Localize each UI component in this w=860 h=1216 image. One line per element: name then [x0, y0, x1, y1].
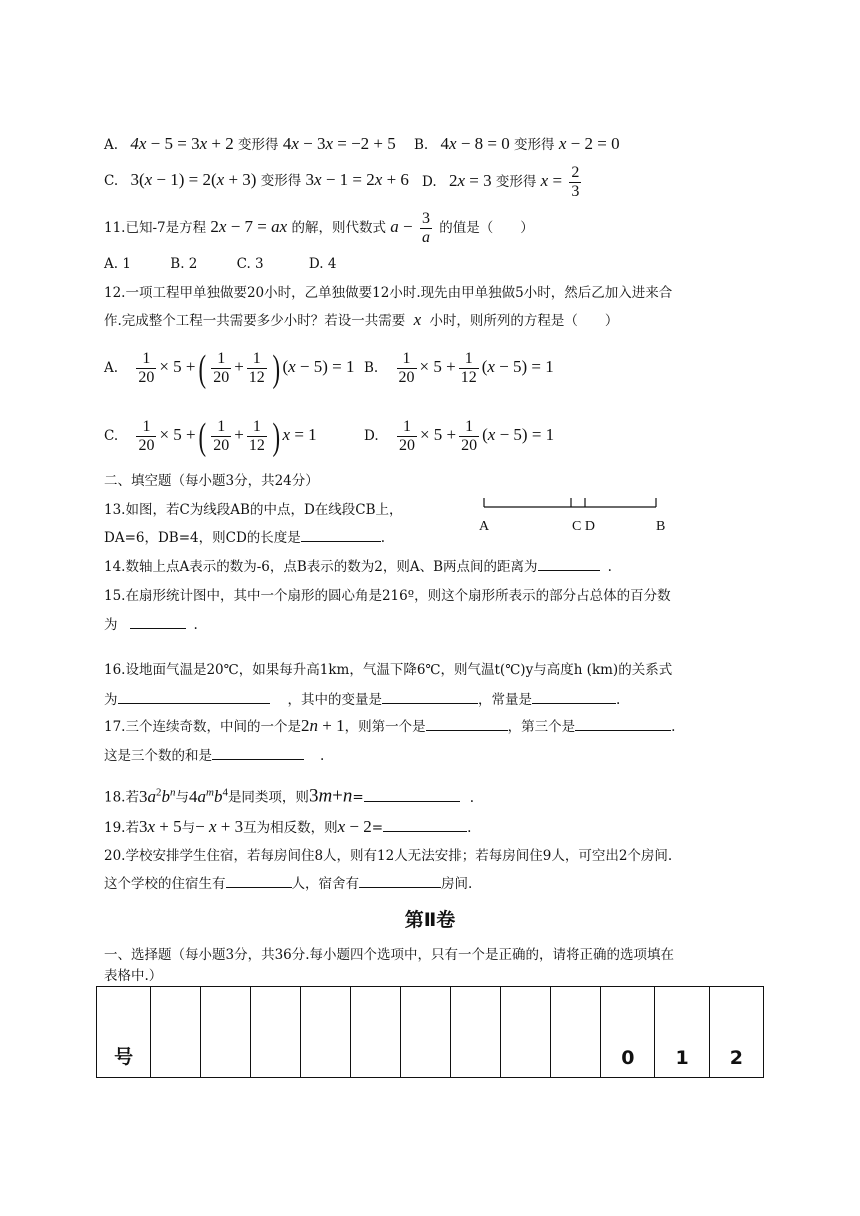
point-label-cd: C D — [572, 519, 595, 534]
q12-line1: 12.一项工程甲单独做要20小时，乙单独做要12小时.现先由甲单独做5小时，然后乙加入进来合 — [104, 285, 673, 301]
fraction: $\frac{1}{20}$ — [213, 418, 230, 454]
q19-text: = — [371, 820, 384, 836]
q17-end: . — [671, 719, 676, 735]
q12-text: 作.完成整个工程一共需要多少小时？若设一共需要 — [104, 313, 406, 329]
option-label: D. — [422, 174, 437, 190]
section-header: 二、填空题（每小题3分，共24分） — [104, 473, 319, 489]
answer-blank[interactable] — [301, 527, 381, 542]
q10-option-a — [104, 134, 396, 155]
equation: 4x − 8 = 0 — [440, 134, 510, 153]
q17-text: ，第三个是 — [507, 719, 576, 735]
expression: $3a^2b^n$ — [138, 786, 176, 806]
q10-option-c — [104, 170, 409, 191]
q15-end: . — [193, 617, 198, 633]
q17-text: ，则第一个是 — [344, 719, 426, 735]
point-label-a: A — [479, 519, 490, 534]
answer-blank[interactable] — [118, 689, 270, 704]
q12-option-c: C. $\frac{1}{20}$ × 5 +( $\frac{1}{20}$ + $\frac{1}{12}$ ) x = 1 — [104, 415, 317, 458]
fraction: $\frac{1}{20}$ — [398, 350, 415, 386]
equation: 2x = 3 — [448, 171, 492, 190]
q15-line1: 15.在扇形统计图中，其中一个扇形的圆心角是216º，则这个扇形所表示的部分占总体的百分数 — [104, 588, 671, 604]
q11-suffix: 的值是（ ） — [439, 220, 534, 236]
q20-line1: 20.学校安排学生住宿，若每房间住8人，则有12人无法安排；若每房间住9人，可空出2个房间. — [104, 848, 673, 864]
table-cell: 号 — [97, 987, 151, 1078]
q15-line2 — [104, 614, 198, 635]
expression: a — [390, 217, 399, 236]
option-text: 变形得 — [495, 174, 537, 190]
fraction: $\frac{1}{12}$ — [248, 350, 265, 386]
option-label: B. — [364, 360, 379, 376]
q13-line1: 13.如图，若C为线段AB的中点，D在线段CB上， — [104, 502, 403, 518]
table-cell[interactable] — [401, 987, 451, 1078]
q17-line1 — [104, 716, 675, 737]
equation: 2x − 7 = ax — [210, 217, 288, 236]
answer-blank[interactable] — [426, 716, 508, 731]
q16-text: 为 — [104, 692, 118, 708]
q17-text: 这是三个数的和是 — [104, 748, 212, 764]
equation: 4x − 3x = −2 + 5 — [282, 134, 396, 153]
q12-line2 — [104, 310, 618, 331]
q18-text: 是同类项，则 — [227, 789, 309, 806]
q17-end: . — [320, 748, 325, 764]
q20-text: 房间. — [441, 876, 473, 892]
answer-blank[interactable] — [364, 787, 460, 802]
q20-line2 — [104, 873, 472, 894]
q16-line1: 16.设地面气温是20℃，如果每升高1km，气温下降6℃，则气温t(℃)y与高度h (km)的关系式 — [104, 662, 673, 678]
q14-end: . — [607, 559, 612, 575]
option-label: D. — [364, 428, 379, 444]
q12-option-b: B. $\frac{1}{20}$ × 5 + $\frac{1}{12}$ (x − 5) = 1 — [364, 350, 554, 386]
q19-text: 互为相反数，则 — [243, 820, 338, 836]
fraction: $\frac{1}{20}$ — [398, 418, 415, 454]
q15-text: 为 — [104, 617, 118, 633]
q19-text: 与 — [181, 820, 196, 836]
table-cell[interactable] — [551, 987, 601, 1078]
fraction: $\frac{1}{20}$ — [138, 350, 155, 386]
q18-text: 与 — [175, 789, 189, 806]
equation: 3x − 1 = 2x + 6 — [305, 170, 409, 189]
question-14 — [104, 556, 612, 577]
fraction: $\frac{1}{12}$ — [460, 350, 477, 386]
table-cell[interactable] — [251, 987, 301, 1078]
fraction: $\frac{1}{20}$ — [213, 350, 230, 386]
q18-end: . — [469, 789, 474, 806]
q16-line2 — [104, 689, 620, 710]
option-label: A. — [104, 360, 119, 376]
q10-option-b — [414, 134, 620, 155]
q13-end: . — [380, 530, 386, 546]
option-text: 变形得 — [514, 137, 555, 153]
q14-text: 14.数轴上点A表示的数为-6，点B表示的数为2，则A、B两点间的距离为 — [104, 559, 538, 575]
option-label: B. — [414, 137, 429, 153]
question-19 — [104, 817, 471, 838]
q17-text: 17.三个连续奇数，中间的一个是 — [104, 719, 301, 735]
q12-text: 小时，则所列的方程是（ ） — [429, 313, 619, 329]
line-segment-figure — [478, 493, 664, 515]
fraction: $\frac{1}{20}$ — [138, 418, 155, 454]
expression: − x + 3 — [195, 817, 244, 836]
equation: x — [540, 171, 549, 190]
part2-section-line2: 表格中.） — [104, 968, 163, 984]
table-cell[interactable]: 2 — [709, 987, 763, 1078]
option-label: A. — [104, 137, 119, 153]
variable: x — [413, 310, 422, 329]
table-cell[interactable] — [451, 987, 501, 1078]
answer-blank[interactable] — [538, 556, 600, 571]
equation: x − 2 = 0 — [558, 134, 620, 153]
answer-blank[interactable] — [359, 873, 441, 888]
answer-blank[interactable] — [532, 689, 616, 704]
question-11: 11.已知-7是方程 2x − 7 = ax 的解，则代数式 a − $\frac{3}{a}$ 的值是（ ） — [104, 210, 534, 246]
table-cell[interactable] — [201, 987, 251, 1078]
table-cell[interactable] — [301, 987, 351, 1078]
q16-text: ，常量是 — [478, 692, 532, 708]
q19-end: . — [467, 820, 472, 836]
q11-option-b: B. 2 — [170, 256, 198, 272]
question-18 — [104, 782, 474, 808]
q13-line2 — [104, 527, 385, 548]
q18-text: = — [352, 789, 364, 806]
answer-blank[interactable] — [226, 873, 292, 888]
table-cell[interactable] — [351, 987, 401, 1078]
table-row — [97, 987, 764, 1078]
table-cell[interactable]: 0 — [601, 987, 655, 1078]
q19-text: 19.若 — [104, 820, 139, 836]
fraction: $\frac{1}{20}$ — [461, 418, 478, 454]
q16-end: . — [616, 692, 621, 708]
q10-option-d: D. 2x = 3 变形得 x = $\frac{2}{3}$ — [422, 164, 580, 200]
answer-blank[interactable] — [212, 745, 304, 760]
q20-text: 人，宿舍有 — [291, 876, 359, 892]
table-cell[interactable] — [501, 987, 551, 1078]
q17-line2 — [104, 745, 324, 766]
table-cell[interactable]: 1 — [655, 987, 709, 1078]
q11-mid: 的解，则代数式 — [291, 220, 386, 236]
option-label: C. — [104, 428, 119, 444]
part2-section-line1: 一、选择题（每小题3分，共36分.每小题四个选项中，只有一个是正确的，请将正确的选项填在 — [104, 947, 675, 963]
expression: 2n + 1 — [300, 716, 345, 735]
q12-option-d: D. $\frac{1}{20}$ × 5 + $\frac{1}{20}$ (x − 5) = 1 — [364, 418, 555, 454]
answer-table — [96, 986, 764, 1078]
expression: 3x + 5 — [138, 817, 182, 836]
point-label-b: B — [656, 519, 666, 534]
q16-text: ，其中的变量是 — [287, 692, 382, 708]
option-text: 变形得 — [260, 173, 302, 189]
q18-text: 18.若 — [104, 789, 139, 806]
answer-blank[interactable] — [383, 817, 467, 832]
q20-text: 这个学校的住宿生有 — [104, 876, 226, 892]
answer-blank[interactable] — [575, 716, 671, 731]
expression: 3m+n — [308, 785, 353, 807]
q11-option-d: D. 4 — [308, 256, 337, 272]
expression: $4a^mb^4$ — [188, 786, 228, 806]
q11-options — [104, 254, 336, 274]
q12-option-a: A. $\frac{1}{20}$ × 5 +( $\frac{1}{20}$ + $\frac{1}{12}$ ) (x − 5) = 1 — [104, 347, 355, 390]
q13-text: DA=6，DB=4，则CD的长度是 — [104, 530, 301, 546]
q11-option-a: A. 1 — [104, 256, 131, 272]
answer-blank[interactable] — [130, 614, 186, 629]
fraction: $\frac{3}{a}$ — [421, 210, 430, 246]
option-text: 变形得 — [238, 137, 279, 153]
fraction: $\frac{2}{3}$ — [571, 164, 580, 200]
option-label: C. — [104, 173, 119, 189]
table-cell[interactable] — [151, 987, 201, 1078]
equation: 3(x − 1) = 2(x + 3) — [130, 170, 257, 189]
q11-option-c: C. 3 — [236, 256, 264, 272]
answer-blank[interactable] — [382, 689, 478, 704]
equation: 4x − 5 = 3x + 2 — [130, 134, 234, 153]
expression: x − 2 — [337, 817, 372, 836]
q11-prefix: 11.已知-7是方程 — [104, 220, 207, 236]
fraction: $\frac{1}{12}$ — [248, 418, 265, 454]
part-title: 第Ⅱ卷 — [404, 909, 456, 931]
